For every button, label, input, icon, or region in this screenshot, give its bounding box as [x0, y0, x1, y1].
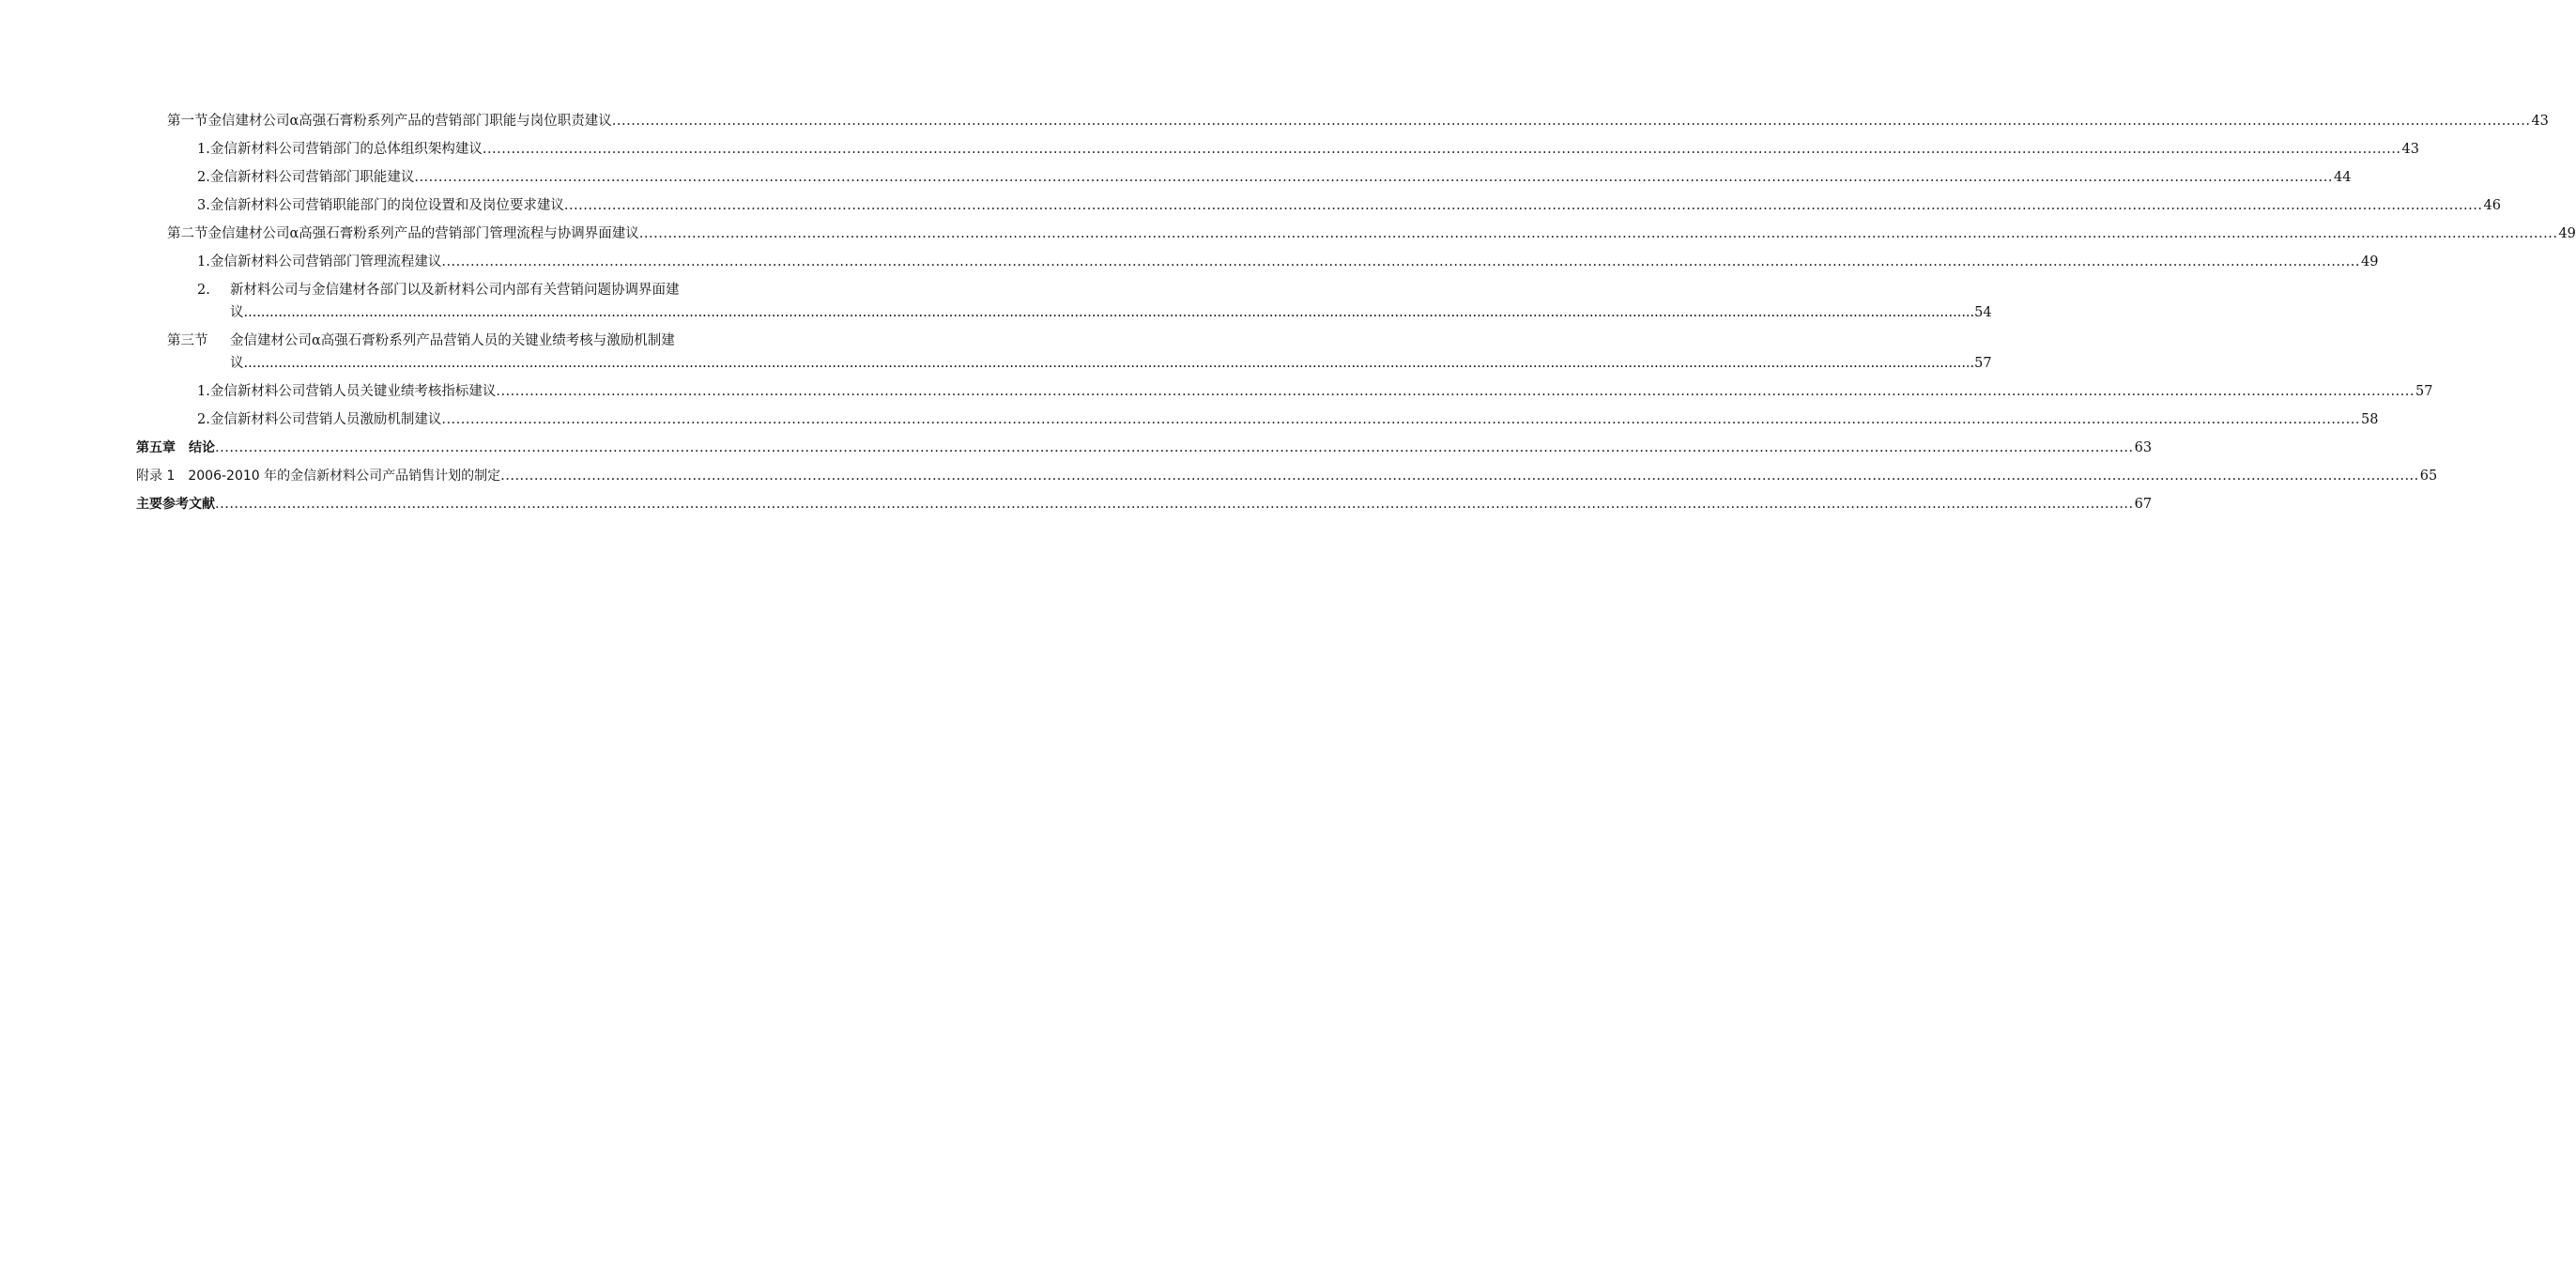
toc-entry-title-line1: 金信建材公司α高强石膏粉系列产品营销人员的关键业绩考核与激励机制建	[230, 333, 675, 348]
toc-page-number: 65	[2419, 469, 2438, 484]
toc-entry-section-3-2[interactable]	[197, 406, 2379, 434]
toc-item-number: 1.	[197, 384, 210, 399]
toc-section-number: 第三节	[167, 333, 208, 348]
toc-entry-section-1-2[interactable]	[197, 163, 2352, 192]
toc-entry-section-1-3[interactable]	[197, 192, 2501, 220]
toc-entry-section-2[interactable]	[167, 220, 2576, 248]
toc-entry-title-line2: 议	[230, 356, 244, 371]
toc-page-number: 54	[1974, 305, 1992, 320]
toc-entry-section-2-2-continuation[interactable]	[230, 299, 1992, 327]
toc-entry-appendix-1[interactable]	[136, 462, 2438, 490]
toc-item-number: 2.	[197, 170, 210, 185]
toc-entry-title: 金信新材料公司营销人员关键业绩考核指标建议	[209, 384, 497, 399]
toc-entry-section-1-1[interactable]	[197, 135, 2419, 163]
toc-leader-dots: ................................................................................................................................................................................................................................................................................................................................................................................................................	[441, 412, 2360, 427]
toc-entry-section-1[interactable]	[167, 107, 2549, 135]
toc-leader-dots: ................................................................................................................................................................................................................................................................................................................................................................................................................	[215, 497, 2134, 512]
toc-entry-title: 金信新材料公司营销部门职能建议	[209, 170, 415, 185]
toc-leader-dots: ................................................................................................................................................................................................................................................................................................................................................................................................................	[611, 114, 2531, 129]
toc-leader-dots: ................................................................................................................................................................................................................................................................................................................................................................................................................	[414, 170, 2333, 185]
toc-page-number: 58	[2361, 412, 2379, 427]
toc-item-number: 2.	[197, 412, 210, 427]
toc-leader-dots: ................................................................................................................................................................................................................................................................................................................................................................................................................	[441, 254, 2360, 269]
toc-entry-title: 金信建材公司α高强石膏粉系列产品的营销部门管理流程与协调界面建议	[207, 226, 639, 241]
toc-leader-dots: ................................................................................................................................................................................................................................................................................................................................................................................................................	[243, 356, 1975, 371]
toc-section-number: 第一节	[167, 114, 208, 129]
toc-leader-dots: ................................................................................................................................................................................................................................................................................................................................................................................................................	[563, 198, 2483, 213]
toc-entry-references[interactable]	[136, 490, 2153, 518]
toc-leader-dots: ................................................................................................................................................................................................................................................................................................................................................................................................................	[243, 305, 1975, 320]
toc-page-number: 49	[2361, 254, 2379, 269]
toc-leader-dots: ................................................................................................................................................................................................................................................................................................................................................................................................................	[638, 226, 2558, 241]
toc-entry-title: 金信新材料公司营销职能部门的岗位设置和及岗位要求建议	[209, 198, 564, 213]
toc-item-number: 1.	[197, 142, 210, 157]
toc-leader-dots: ................................................................................................................................................................................................................................................................................................................................................................................................................	[482, 142, 2401, 157]
toc-entry-title: 金信新材料公司营销人员激励机制建议	[209, 412, 442, 427]
table-of-contents	[0, 0, 2576, 526]
toc-section-number: 第二节	[167, 226, 208, 241]
toc-page-number: 44	[2334, 170, 2352, 185]
toc-item-number: 3.	[197, 198, 210, 213]
toc-references-title: 主要参考文献	[136, 497, 215, 512]
toc-page-number: 49	[2558, 226, 2576, 241]
toc-item-number: 2.	[197, 283, 210, 298]
toc-page-number: 63	[2134, 440, 2153, 455]
toc-item-number: 1.	[197, 254, 210, 269]
toc-entry-title: 金信新材料公司营销部门的总体组织架构建议	[209, 142, 483, 157]
toc-entry-section-3-continuation[interactable]	[230, 349, 1992, 377]
toc-entry-chapter-5[interactable]	[136, 434, 2153, 462]
toc-entry-title-line1: 新材料公司与金信建材各部门以及新材料公司内部有关营销问题协调界面建	[230, 283, 680, 298]
toc-page-number: 43	[2401, 142, 2419, 157]
toc-entry-title: 金信新材料公司营销部门管理流程建议	[209, 254, 442, 269]
toc-page-number: 43	[2531, 114, 2549, 129]
toc-chapter-title: 第五章 结论	[136, 440, 215, 455]
toc-page-number: 57	[1974, 356, 1992, 371]
toc-leader-dots: ................................................................................................................................................................................................................................................................................................................................................................................................................	[500, 469, 2419, 484]
toc-leader-dots: ................................................................................................................................................................................................................................................................................................................................................................................................................	[496, 384, 2415, 399]
toc-page-number: 67	[2134, 497, 2153, 512]
toc-entry-title: 金信建材公司α高强石膏粉系列产品的营销部门职能与岗位职责建议	[207, 114, 612, 129]
toc-leader-dots: ................................................................................................................................................................................................................................................................................................................................................................................................................	[215, 440, 2134, 455]
toc-appendix-title: 附录 1 2006-2010 年的金信新材料公司产品销售计划的制定	[136, 469, 501, 484]
toc-page-number: 57	[2415, 384, 2433, 399]
toc-entry-section-3-1[interactable]	[197, 377, 2433, 406]
toc-page-number: 46	[2483, 198, 2501, 213]
toc-entry-title-line2: 议	[230, 305, 244, 320]
toc-entry-section-2-1[interactable]	[197, 248, 2379, 276]
